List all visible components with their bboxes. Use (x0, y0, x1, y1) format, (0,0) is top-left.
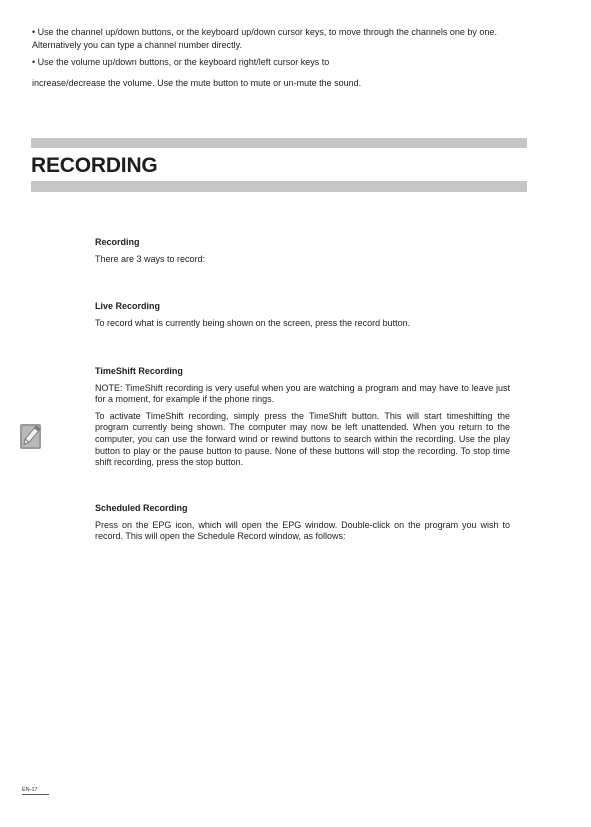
intro-volume-instructions: • Use the volume up/down buttons, or the keyboard right/left cursor keys to (32, 57, 330, 67)
scheduled-recording-block (95, 503, 510, 548)
scheduled-recording-heading: Scheduled Recording (95, 503, 188, 513)
recording-block (95, 237, 510, 270)
recording-heading: Recording (95, 237, 140, 247)
section-bottom-bar (31, 181, 527, 192)
live-recording-block (95, 301, 510, 334)
scheduled-recording-paragraph: Press on the EPG icon, which will open the EPG window. Double-click on the program you wish to record. This will open the Schedule Record window, as follows: (95, 519, 510, 542)
live-recording-heading: Live Recording (95, 301, 161, 311)
section-top-bar (31, 138, 527, 148)
timeshift-instructions-paragraph: To activate TimeShift recording, simply press the TimeShift button. This will start timeshifting the program currently being shown. The computer may now be left unattended. When you return to the computer, you can use the forward wind or rewind buttons to search within the recording. Use the play button to play or the pause button to pause. None of these buttons will stop the recording. To stop time shift recording, press the stop button. (95, 410, 510, 468)
page-number: EN-17 (22, 786, 49, 795)
section-title: RECORDING (31, 154, 158, 177)
live-recording-paragraph: To record what is currently being shown on the screen, press the record button. (95, 317, 411, 328)
timeshift-recording-heading: TimeShift Recording (95, 366, 183, 376)
pencil-note-icon (19, 422, 44, 451)
intro-text (32, 26, 537, 94)
recording-paragraph: There are 3 ways to record: (95, 253, 206, 264)
timeshift-note-paragraph: NOTE: TimeShift recording is very useful when you are watching a program and may have to leave just for a moment, for example if the phone rings. (95, 382, 510, 405)
intro-channel-instructions: • Use the channel up/down buttons, or the keyboard up/down cursor keys, to move through the channels one by one. Alternatively you can type a channel number directly. (32, 27, 497, 50)
intro-volume-instructions-cont: increase/decrease the volume. Use the mute button to mute or un-mute the sound. (32, 77, 362, 88)
timeshift-recording-block (95, 366, 510, 474)
